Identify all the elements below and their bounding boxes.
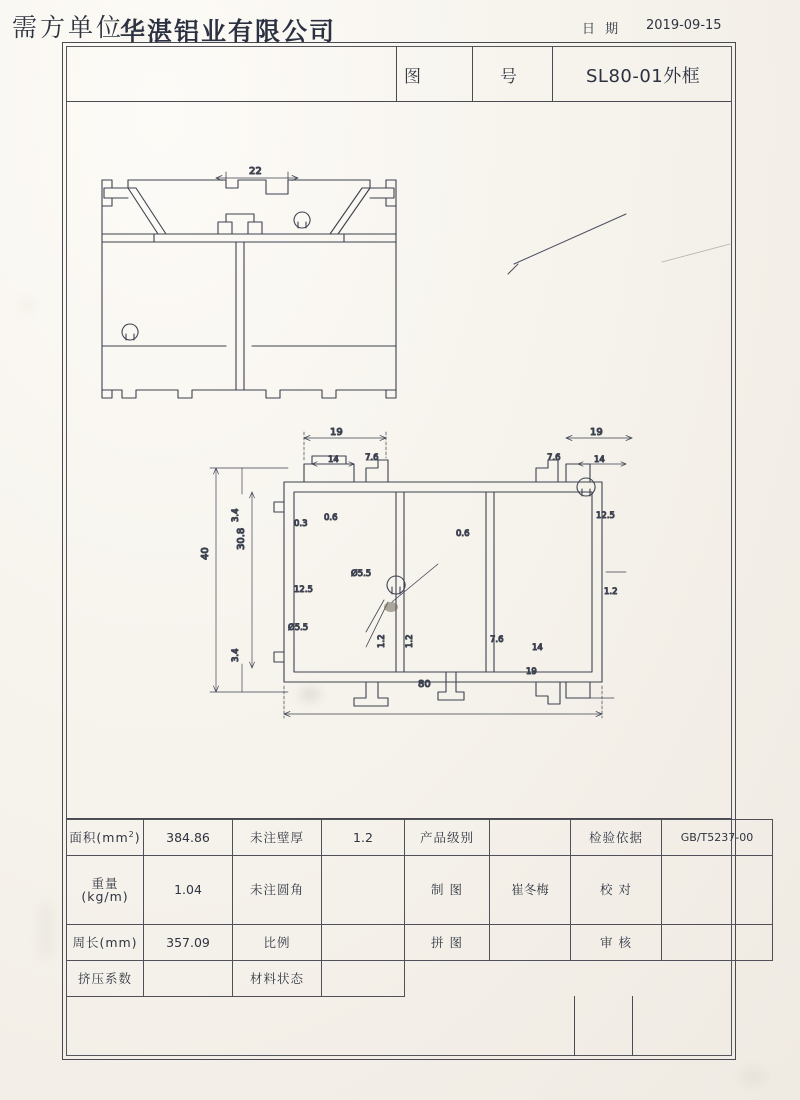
cell-drawn-value: 崔冬梅 — [490, 856, 571, 925]
drawing-no-value: SL80-01外框 — [586, 66, 701, 87]
dim-40: 40 — [200, 547, 211, 560]
dim-125-left: 12.5 — [294, 585, 313, 595]
dim-76-right: 7.6 — [547, 453, 561, 463]
footer-divider — [574, 996, 575, 1056]
dim-d55-lower: Ø5.5 — [288, 623, 309, 633]
cell-scale-label: 比例 — [233, 925, 322, 961]
table-row — [67, 820, 773, 856]
cell-area-label: 面积$(mm^2)$ — [67, 820, 144, 856]
dim-06-right: 0.6 — [456, 529, 470, 539]
cell-weight-label: 重量(kg/m) — [67, 856, 144, 925]
cell-extrusion-value — [144, 961, 233, 997]
date-label: 日 期 — [582, 22, 622, 37]
bottom-section-view — [200, 427, 632, 718]
company-name: 华湛铝业有限公司 — [120, 17, 337, 46]
cell-assembly-value — [490, 925, 571, 961]
dim-12-right: 1.2 — [604, 587, 618, 597]
dim-14-right: 14 — [594, 455, 605, 465]
stray-pencil-mark-2 — [508, 264, 518, 274]
cell-inspect-value: GB/T5237-00 — [662, 820, 773, 856]
cell-wallthk-value: 1.2 — [322, 820, 405, 856]
cell-grade-value — [490, 820, 571, 856]
dim-14-left: 14 — [328, 455, 339, 465]
drawing-canvas — [66, 102, 732, 818]
stray-pencil-mark — [514, 214, 626, 264]
title-block-divider — [472, 46, 473, 102]
cell-perimeter-label: 周长(mm) — [67, 925, 144, 961]
cell-scale-value — [322, 925, 405, 961]
cell-area-value: 384.86 — [144, 820, 233, 856]
dim-14-bottom: 14 — [532, 643, 543, 653]
cell-extrusion-label: 挤压系数 — [67, 961, 144, 997]
title-block-divider — [396, 46, 397, 102]
cell-approve-value — [662, 925, 773, 961]
scan-crease — [662, 244, 730, 262]
footer-divider — [632, 996, 633, 1056]
drawing-no-label-tu: 图 — [404, 67, 421, 87]
cell-fillet-value — [322, 856, 405, 925]
table-row — [67, 925, 773, 961]
cell-check-value — [662, 856, 773, 925]
scan-blotch — [20, 300, 34, 310]
drawing-no-label-hao: 号 — [500, 67, 517, 87]
customer-unit-label: 需方单位 — [12, 13, 125, 42]
dim-76-bottom: 7.6 — [490, 635, 504, 645]
dim-308: 30.8 — [236, 527, 247, 550]
scan-blotch — [740, 1070, 766, 1084]
dim-22: 22 — [249, 166, 262, 177]
table-row — [67, 961, 773, 997]
cell-check-label: 校 对 — [571, 856, 662, 925]
top-section-view — [102, 166, 396, 398]
dim-34-bottom: 3.4 — [231, 648, 241, 662]
dim-12-midright: 1.2 — [405, 634, 415, 648]
cell-wallthk-label: 未注壁厚 — [233, 820, 322, 856]
cell-weight-value: 1.04 — [144, 856, 233, 925]
cell-drawn-label: 制 图 — [405, 856, 490, 925]
dim-19-bottom: 19 — [526, 667, 537, 677]
spec-table — [66, 818, 754, 996]
cell-perimeter-value: 357.09 — [144, 925, 233, 961]
dim-19-right: 19 — [590, 427, 603, 438]
profile-cross-section-drawing — [66, 102, 732, 818]
dim-03: 0.3 — [294, 519, 308, 529]
dim-125-right: 12.5 — [596, 511, 615, 521]
dim-80: 80 — [418, 679, 431, 690]
dim-12-midleft: 1.2 — [377, 634, 387, 648]
dim-76-left: 7.6 — [365, 453, 379, 463]
cell-material-label: 材料状态 — [233, 961, 322, 997]
cell-approve-label: 审 核 — [571, 925, 662, 961]
cell-assembly-label: 拼 图 — [405, 925, 490, 961]
dim-d55-upper: Ø5.5 — [351, 569, 372, 579]
dim-06-left: 0.6 — [324, 513, 338, 523]
cell-material-value — [322, 961, 405, 997]
title-block-divider — [552, 46, 553, 102]
scan-blotch — [40, 900, 52, 960]
cell-empty-span — [405, 961, 773, 997]
cell-inspect-label: 检验依据 — [571, 820, 662, 856]
dim-19-left: 19 — [330, 427, 343, 438]
cell-grade-label: 产品级别 — [405, 820, 490, 856]
date-value: 2019-09-15 — [646, 18, 722, 33]
spec-table-grid — [66, 819, 773, 997]
dim-34-top: 3.4 — [231, 508, 241, 522]
cell-fillet-label: 未注圆角 — [233, 856, 322, 925]
table-row — [67, 856, 773, 925]
